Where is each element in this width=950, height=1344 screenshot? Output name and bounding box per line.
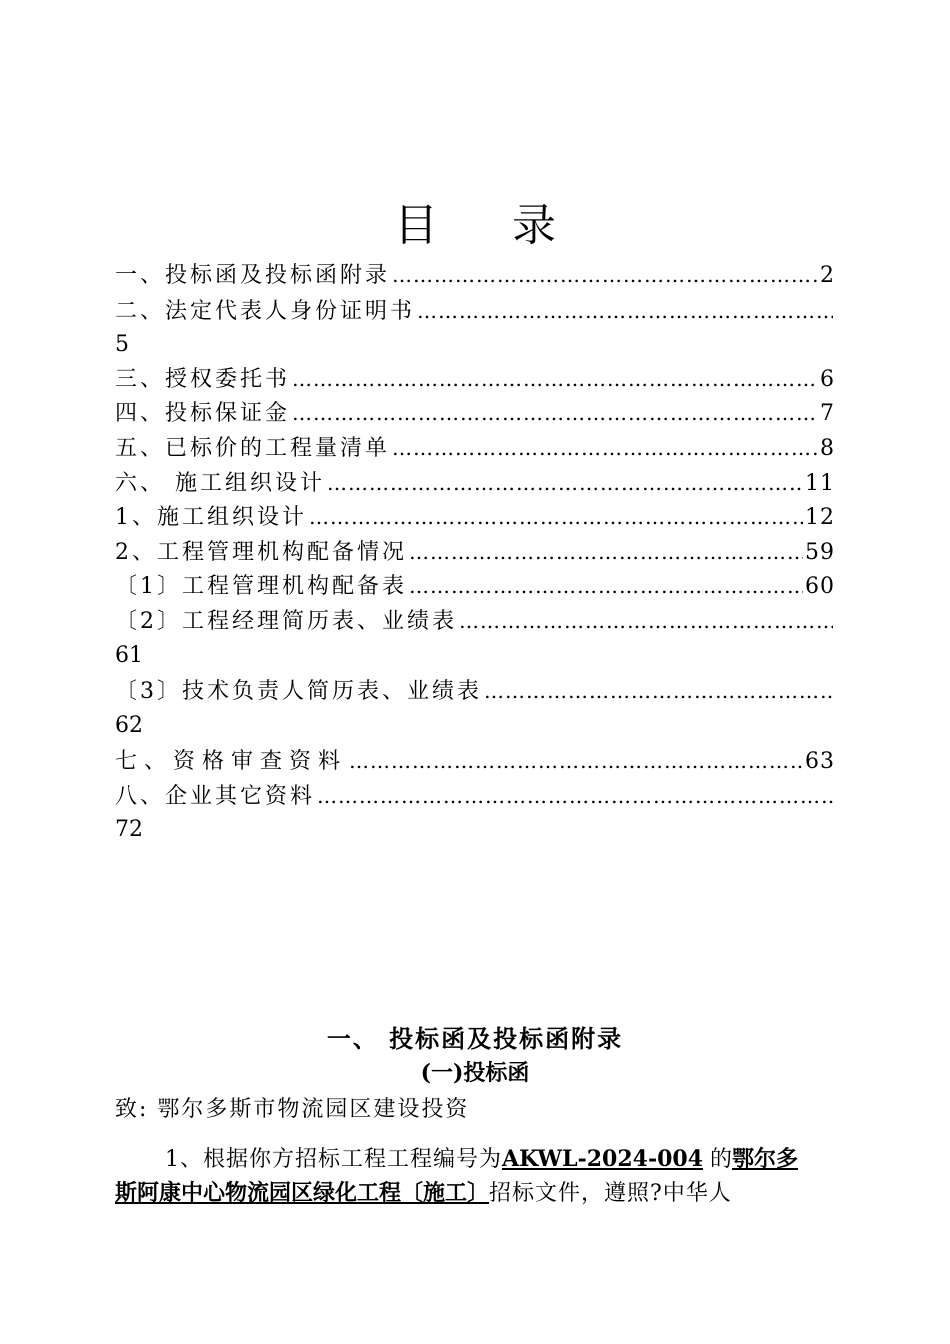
toc-entry-text: 1、施工组织设计 xyxy=(115,505,307,530)
paragraph-line-1 xyxy=(165,1142,835,1177)
toc-leader xyxy=(309,500,803,534)
toc-entry-text: 〔3〕技术负责人简历表、业绩表 xyxy=(115,679,482,704)
toc-entry-page: 8 xyxy=(820,436,835,461)
toc-entry-page-wrapped: 62 xyxy=(115,713,143,738)
toc-entry-text: 二、法定代表人身份证明书 xyxy=(115,299,416,324)
toc-entry-text: 三、授权委托书 xyxy=(115,367,291,392)
toc-entry[interactable] xyxy=(115,396,835,430)
project-name-part-1: 鄂尔多 xyxy=(732,1146,799,1172)
project-code: AKWL-2024-004 xyxy=(502,1146,703,1172)
toc-entry[interactable] xyxy=(115,466,835,500)
toc-entry-page: 6 xyxy=(820,367,835,392)
toc-leader xyxy=(292,362,818,396)
toc-entry-page: 2 xyxy=(820,263,835,288)
toc-leader xyxy=(317,779,833,813)
toc-entry-page: 63 xyxy=(805,749,835,774)
toc-leader xyxy=(484,674,833,708)
toc-leader xyxy=(292,396,818,430)
toc-leader xyxy=(349,744,803,778)
toc-entry[interactable] xyxy=(115,569,835,603)
toc-entry-page-wrapped: 72 xyxy=(115,817,143,842)
toc-leader xyxy=(409,535,803,569)
toc-entry[interactable] xyxy=(115,674,835,708)
toc-entry-page: 59 xyxy=(805,540,835,565)
toc-leader xyxy=(392,431,818,465)
section-heading: 一、 投标函及投标函附录 xyxy=(326,1024,624,1053)
toc-entry[interactable] xyxy=(115,294,835,328)
toc-entry[interactable] xyxy=(115,362,835,396)
project-name-part-2: 斯阿康中心物流园区绿化工程〔施工〕 xyxy=(115,1180,490,1206)
toc-leader xyxy=(417,294,833,328)
para-prefix: 1、根据你方招标工程工程编号为 xyxy=(165,1147,502,1172)
para-mid: 的 xyxy=(703,1147,732,1172)
toc-entry-text: 七、资格审查资料 xyxy=(115,749,348,774)
toc-entry-page: 60 xyxy=(805,574,835,599)
toc-entry[interactable] xyxy=(115,779,835,813)
toc-entry-page-wrapped: 5 xyxy=(115,332,129,357)
para-suffix: 招标文件，遵照?中华人 xyxy=(489,1181,732,1206)
addressee-line: 致: 鄂尔多斯市物流园区建设投资 xyxy=(115,1097,470,1122)
toc-leader xyxy=(459,604,833,638)
toc-leader xyxy=(409,569,803,603)
toc-entry[interactable] xyxy=(115,431,835,465)
toc-entry[interactable] xyxy=(115,500,835,534)
toc-leader xyxy=(392,258,818,292)
toc-entry-page: 7 xyxy=(820,401,835,426)
toc-entry[interactable] xyxy=(115,535,835,569)
toc-entry-text: 2、工程管理机构配备情况 xyxy=(115,540,407,565)
toc-title: 目 录 xyxy=(394,200,586,251)
section-subheading: (一)投标函 xyxy=(420,1060,530,1086)
toc-entry-page: 12 xyxy=(805,505,835,530)
toc-entry-text: 八、企业其它资料 xyxy=(115,784,316,809)
toc-entry-page: 11 xyxy=(805,471,835,496)
paragraph-line-2 xyxy=(115,1176,835,1211)
toc-entry-text: 五、已标价的工程量清单 xyxy=(115,436,391,461)
toc-entry-page-wrapped: 61 xyxy=(115,643,143,668)
toc-entry-text: 〔2〕工程经理简历表、业绩表 xyxy=(115,609,457,634)
toc-entry[interactable] xyxy=(115,604,835,638)
toc-entry-text: 四、投标保证金 xyxy=(115,401,291,426)
toc-entry-text: 一、投标函及投标函附录 xyxy=(115,263,391,288)
toc-entry-text: 〔1〕工程管理机构配备表 xyxy=(115,574,407,599)
toc-entry[interactable] xyxy=(115,258,835,292)
toc-entry[interactable] xyxy=(115,744,835,778)
toc-leader xyxy=(327,466,803,500)
toc-entry-text: 六、 施工组织设计 xyxy=(115,471,325,496)
